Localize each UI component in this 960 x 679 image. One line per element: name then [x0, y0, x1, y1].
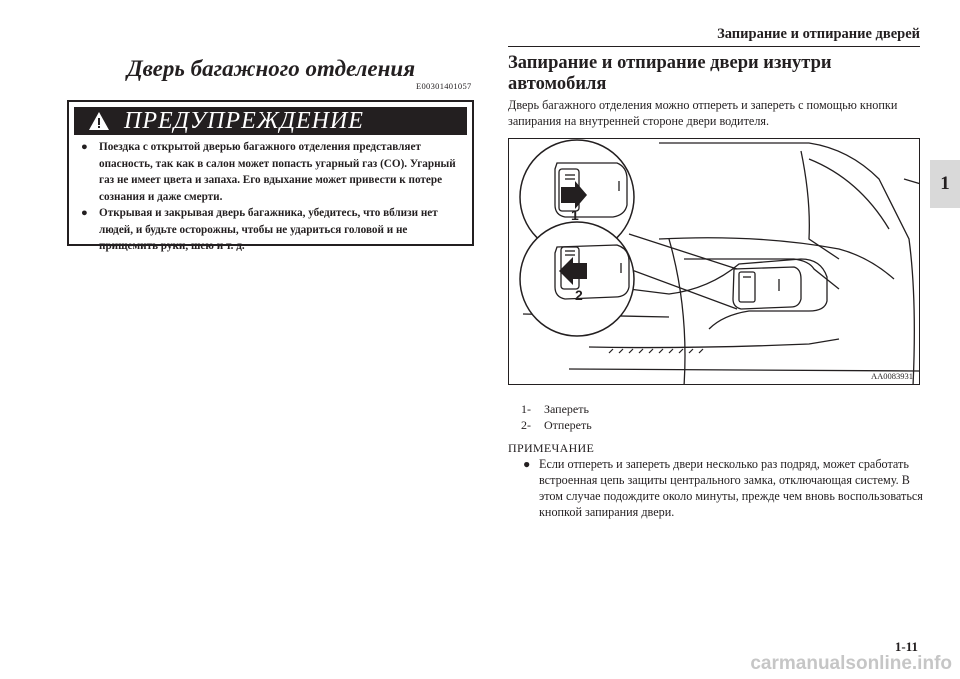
- figure-legend: [521, 401, 592, 433]
- warning-box: [67, 100, 474, 252]
- door-lock-illustration: [508, 138, 920, 385]
- warning-triangle-icon: [88, 111, 110, 131]
- chapter-tab-number: 1: [940, 173, 950, 194]
- legend-item: [521, 417, 592, 433]
- intro-paragraph: Дверь багажного отделения можно отпереть и запереть с помощью кнопки запирания на внутренней стороне двери водителя.: [508, 98, 898, 128]
- note-text: Если отпереть и запереть двери несколько раз подряд, может сработать встроенная цепь защиты центрального замка, отключающая систему. В этом случае подождите около минуты, прежде чем вновь воспользоваться кнопкой запирания двери.: [539, 457, 923, 519]
- legend-number: 2-: [521, 418, 531, 432]
- callout-number-2: 2: [575, 287, 583, 303]
- legend-item: [521, 401, 592, 417]
- legend-text: Запереть: [544, 402, 589, 416]
- bullet: ●: [81, 141, 88, 153]
- warning-list: [77, 139, 464, 255]
- door-interior-drawing: [509, 139, 920, 385]
- legend-text: Отпереть: [544, 418, 592, 432]
- warning-item-text: Поездка с открытой дверью багажного отделения представляет опасность, так как в салон может попасть угарный газ (CO). Угарный газ не имеет цвета и запаха. Его вдыхание может привести к потере сознания и даже смерти.: [99, 141, 456, 203]
- warning-item-text: Открывая и закрывая дверь багажника, убедитесь, что вблизи нет людей, и будьте осторожны, чтобы не удариться головой и не прищемить руки, шею и т. д.: [99, 207, 438, 252]
- left-section-title: Дверь багажного отделения: [126, 56, 416, 81]
- doc-code: E00301401057: [416, 81, 472, 91]
- watermark: carmanualsonline.info: [750, 653, 952, 674]
- bullet: ●: [81, 207, 88, 219]
- warning-heading: ПРЕДУПРЕЖДЕНИЕ: [124, 107, 364, 134]
- page-number: 1-11: [894, 639, 918, 654]
- chapter-tab: [930, 160, 960, 208]
- figure-code: AA0083931: [870, 371, 913, 381]
- legend-number: 1-: [521, 402, 531, 416]
- note-item: [523, 456, 923, 520]
- bullet: ●: [523, 457, 531, 471]
- header-rule: [508, 46, 920, 47]
- right-section-title: Запирание и отпирание двери изнутри автомобиля: [508, 53, 832, 94]
- note-label: ПРИМЕЧАНИЕ: [508, 441, 595, 455]
- callout-number-1: 1: [571, 207, 579, 223]
- section-title: Запирание и отпирание дверей: [717, 26, 920, 42]
- warning-item: [77, 205, 464, 255]
- warning-item: [77, 139, 464, 205]
- warning-header: [74, 107, 467, 135]
